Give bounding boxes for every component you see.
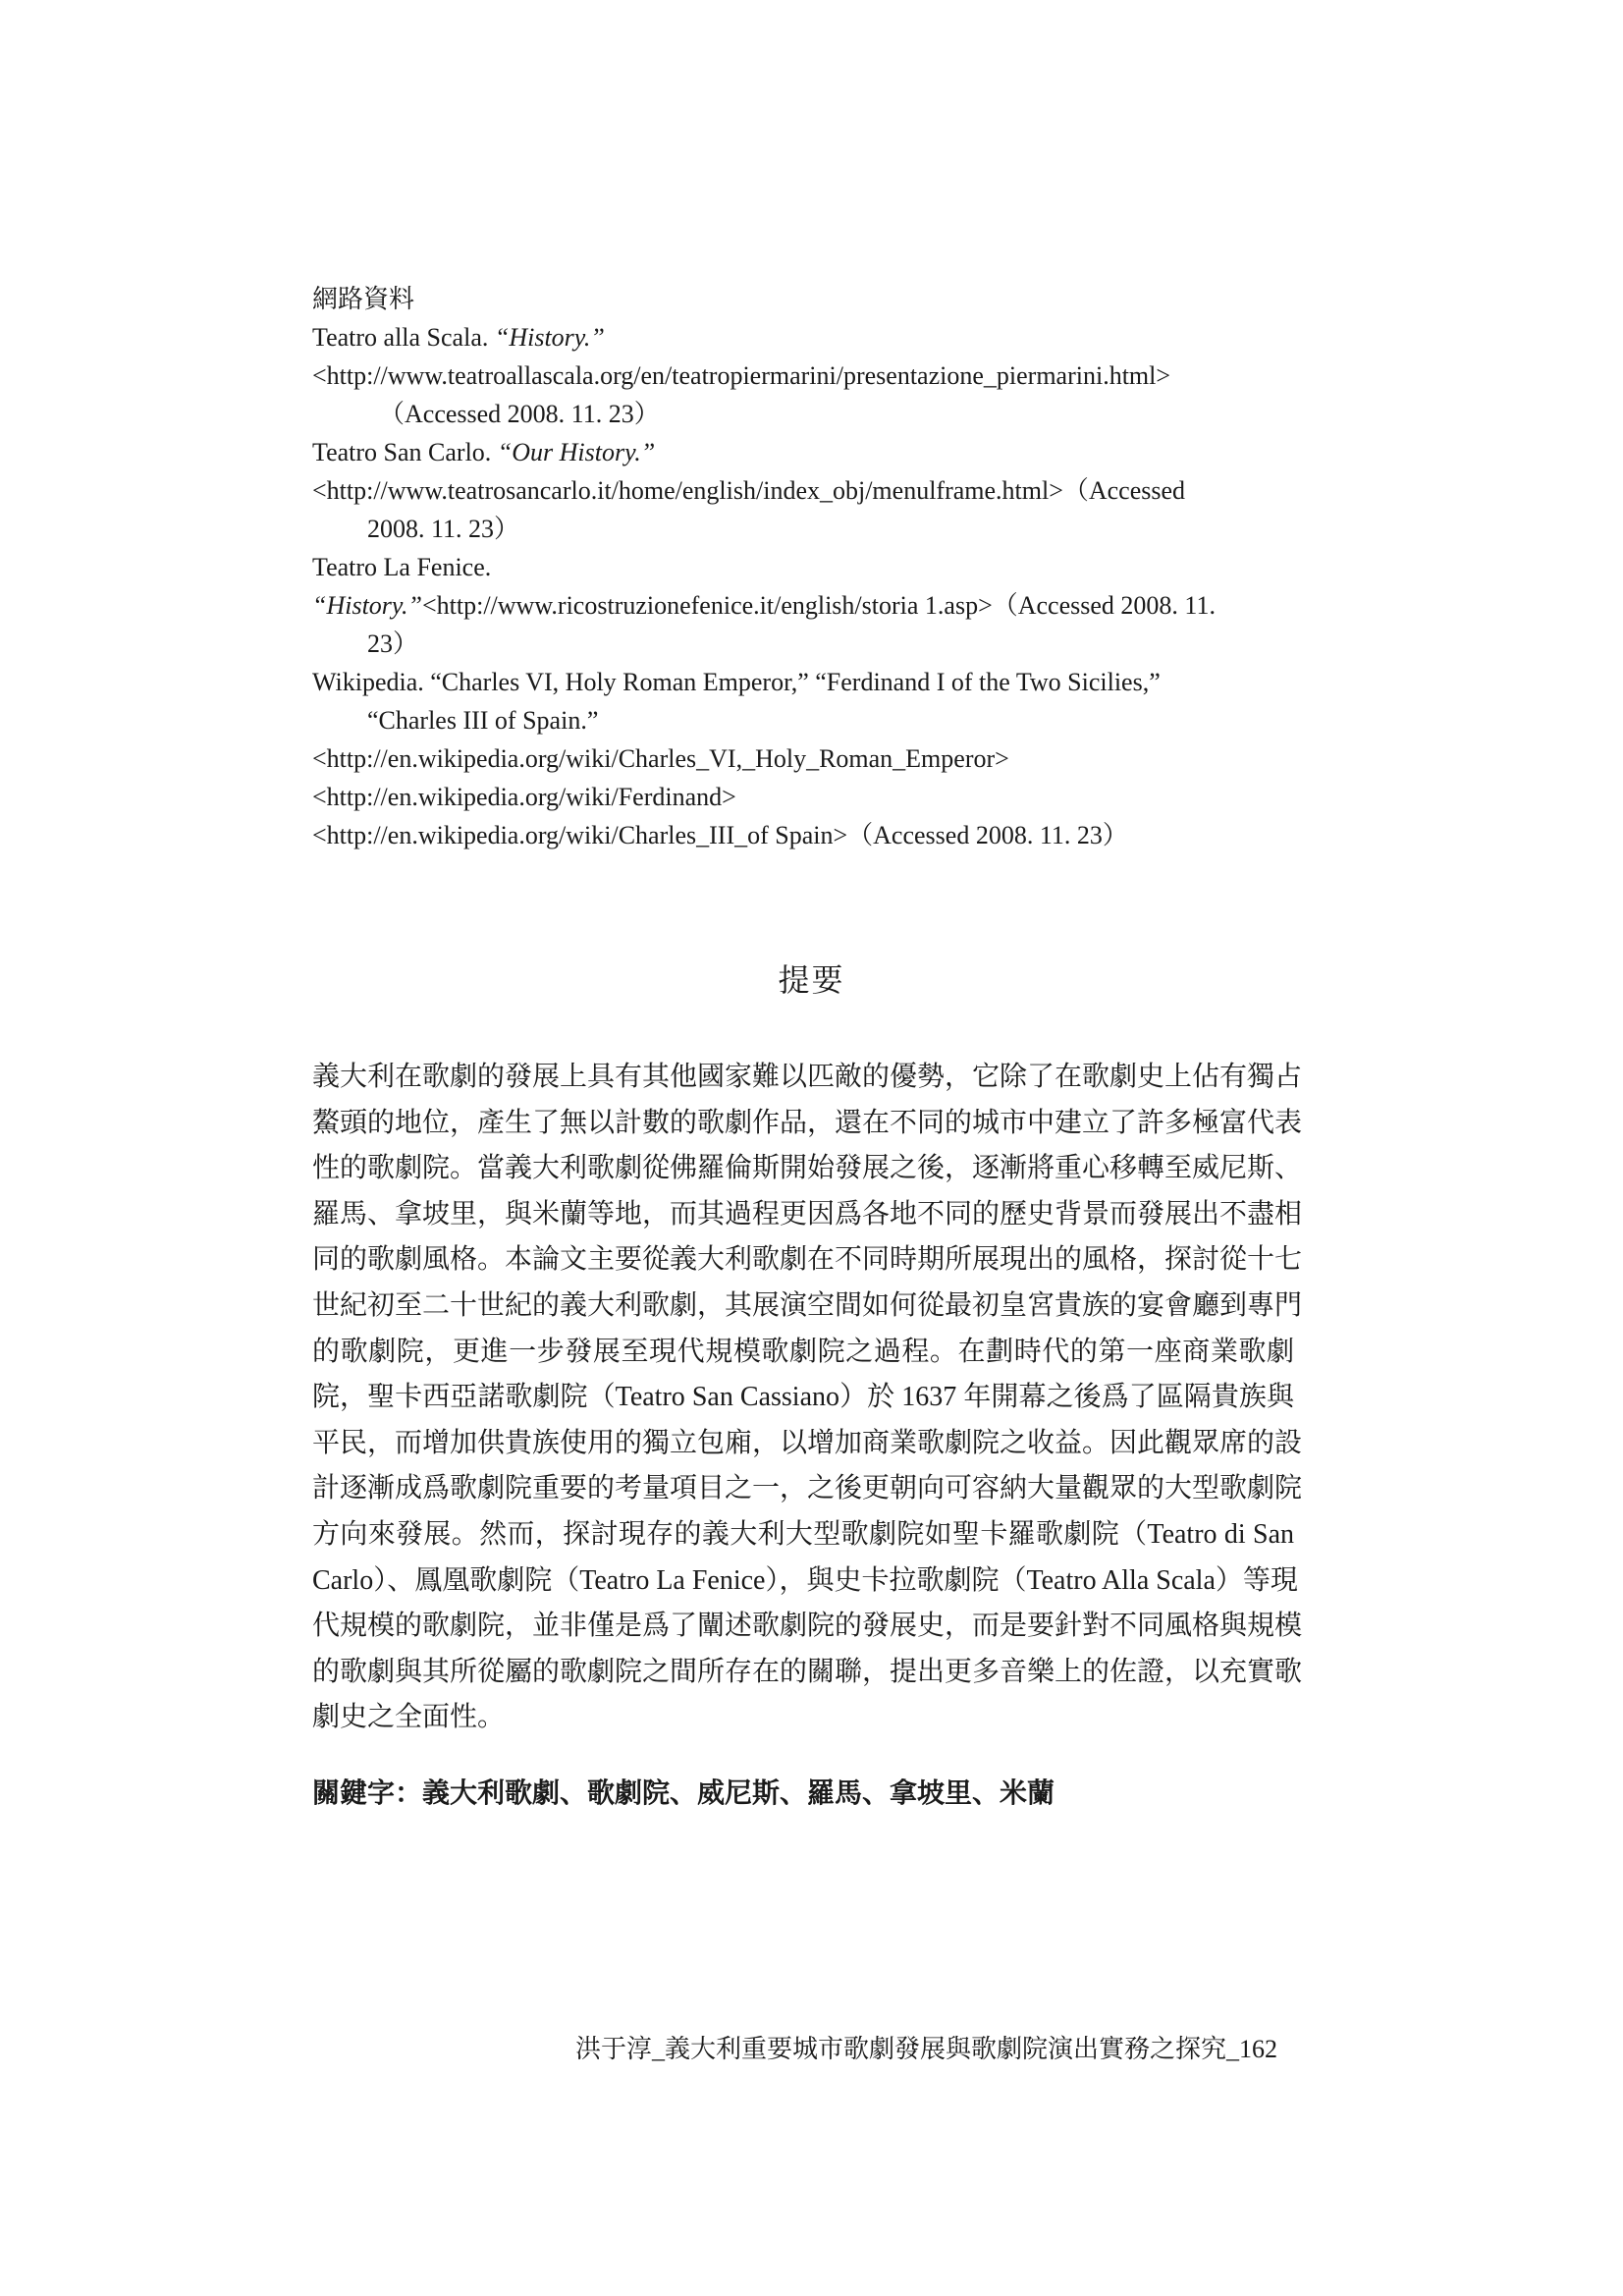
reference-scala-accessed: （Accessed 2008. 11. 23） xyxy=(379,400,660,428)
abstract-title: 提要 xyxy=(778,962,845,998)
abstract-line: 計逐漸成爲歌劇院重要的考量項目之一，之後更朝向可容納大量觀眾的大型歌劇院 xyxy=(312,1473,1303,1504)
abstract-line: 義大利在歌劇的發展上具有其他國家難以匹敵的優勢，它除了在歌劇史上佔有獨占 xyxy=(312,1062,1303,1092)
abstract-line: 世紀初至二十世紀的義大利歌劇，其展演空間如何從最初皇宮貴族的宴會廳到專門 xyxy=(312,1289,1303,1321)
reference-wikipedia-url-1: <http://en.wikipedia.org/wiki/Charles_VI,_Holy_Roman_Emperor> xyxy=(312,744,1009,773)
reference-scala-title: “History.” xyxy=(494,323,605,352)
references-section xyxy=(312,280,1314,854)
abstract-line: 平民，而增加供貴族使用的獨立包廂，以增加商業歌劇院之收益。因此觀眾席的設 xyxy=(312,1427,1303,1458)
keywords: 關鍵字：義大利歌劇、歌劇院、威尼斯、羅馬、拿坡里、米蘭 xyxy=(312,1778,1055,1809)
reference-scala xyxy=(312,318,1314,356)
abstract-line: 的歌劇院，更進一步發展至現代規模歌劇院之過程。在劃時代的第一座商業歌劇 xyxy=(312,1336,1294,1367)
abstract-line: 方向來發展。然而，探討現存的義大利大型歌劇院如聖卡羅歌劇院（Teatro di San xyxy=(312,1518,1294,1550)
reference-scala-name: Teatro alla Scala. xyxy=(312,323,495,352)
running-footer: 洪于淳_義大利重要城市歌劇發展與歌劇院演出實務之探究_162 xyxy=(574,2035,1277,2063)
abstract-body xyxy=(312,1055,1303,1741)
reference-carlo-url: <http://www.teatrosancarlo.it/home/english/index_obj/menulframe.html>（Accessed xyxy=(312,476,1186,505)
abstract-line: 羅馬、拿坡里，與米蘭等地，而其過程更因爲各地不同的歷史背景而發展出不盡相 xyxy=(312,1198,1303,1230)
reference-wikipedia-url-2: <http://en.wikipedia.org/wiki/Ferdinand> xyxy=(312,783,736,811)
abstract-line: 鰲頭的地位，產生了無以計數的歌劇作品，還在不同的城市中建立了許多極富代表 xyxy=(312,1107,1303,1138)
abstract-line: Carlo）、鳳凰歌劇院（Teatro La Fenice），與史卡拉歌劇院（Teatro Alla Scala）等現 xyxy=(312,1564,1298,1596)
references-heading: 網路資料 xyxy=(312,285,415,313)
abstract-line: 代規模的歌劇院，並非僅是爲了闡述歌劇院的發展史，而是要針對不同風格與規模 xyxy=(312,1611,1303,1642)
reference-carlo xyxy=(312,433,1314,471)
reference-scala-url: <http://www.teatroallascala.org/en/teatropiermarini/presentazione_piermarini.html> xyxy=(312,361,1171,390)
abstract-line: 的歌劇與其所從屬的歌劇院之間所存在的關聯，提出更多音樂上的佐證，以充實歌 xyxy=(312,1656,1303,1687)
abstract-line: 同的歌劇風格。本論文主要從義大利歌劇在不同時期所展現出的風格，探討從十七 xyxy=(312,1244,1303,1276)
abstract-line: 性的歌劇院。當義大利歌劇從佛羅倫斯開始發展之後，逐漸將重心移轉至威尼斯、 xyxy=(312,1153,1303,1184)
reference-fenice-accessed: 23） xyxy=(367,629,419,658)
reference-fenice xyxy=(312,586,1314,625)
reference-carlo-title: “Our History.” xyxy=(497,438,656,466)
abstract-line: 院，聖卡西亞諾歌劇院（Teatro San Cassiano）於 1637 年開幕之後爲了區隔貴族與 xyxy=(312,1382,1294,1413)
reference-carlo-name: Teatro San Carlo. xyxy=(312,438,498,466)
reference-wikipedia-url-3: <http://en.wikipedia.org/wiki/Charles_III_of Spain>（Accessed 2008. 11. 23） xyxy=(312,821,1128,849)
reference-wikipedia: Wikipedia. “Charles VI, Holy Roman Emperor,” “Ferdinand I of the Two Sicilies,” xyxy=(312,668,1161,696)
reference-carlo-accessed: 2008. 11. 23） xyxy=(367,515,520,543)
abstract-line: 劇史之全面性。 xyxy=(312,1702,506,1733)
reference-fenice-name: Teatro La Fenice. xyxy=(312,553,492,581)
reference-fenice-url: <http://www.ricostruzionefenice.it/english/storia 1.asp>（Accessed 2008. 11. xyxy=(422,591,1216,620)
reference-wikipedia-cont: “Charles III of Spain.” xyxy=(367,706,599,735)
reference-fenice-title: “History.” xyxy=(312,591,422,620)
